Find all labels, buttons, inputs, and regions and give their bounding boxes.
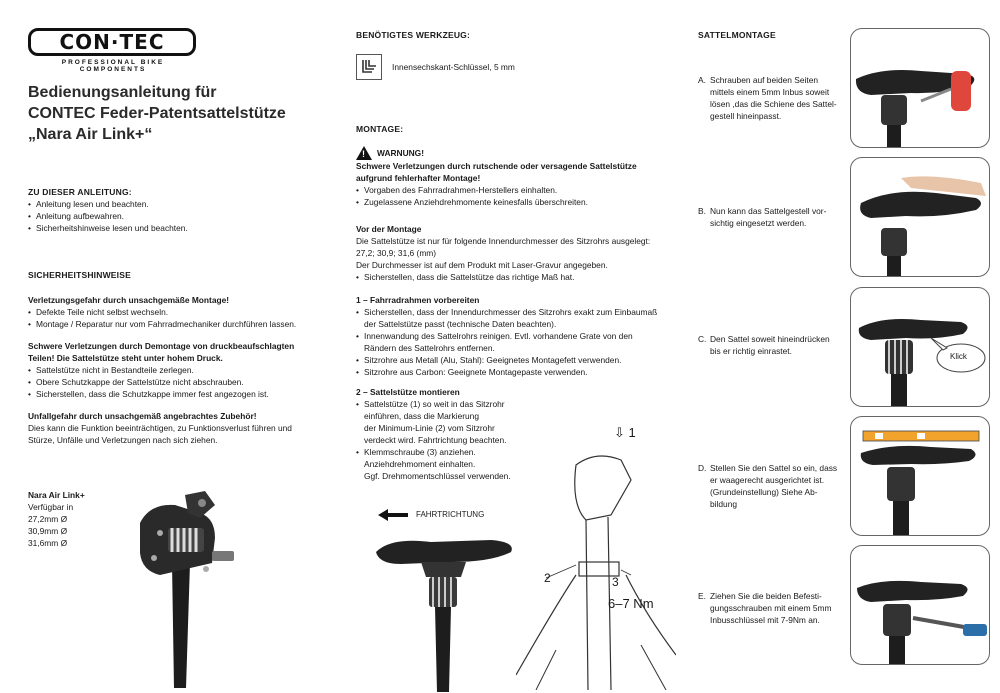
step-text: Ziehen Sie die beiden Befesti- (710, 591, 822, 601)
step-d-image (850, 416, 990, 536)
safety-block3-line-2: Stürze, Unfälle und Verletzungen nach sich ziehen. (28, 435, 218, 445)
product-name: Nara Air Link+ (28, 490, 85, 500)
safety-item: • Obere Schutzkappe der Sattelstütze nicht abschrauben. (28, 376, 323, 388)
step-text: (Grundeinstellung) Siehe Ab- (710, 487, 818, 497)
title-line-3: „Nara Air Link+“ (28, 126, 153, 143)
step1-title: 1 – Fahrradrahmen vorbereiten (356, 295, 480, 305)
pre-title: Vor der Montage (356, 224, 422, 234)
product-availability: Verfügbar in (28, 502, 74, 512)
montage-heading: MONTAGE: (356, 124, 404, 134)
step-text: bildung (710, 499, 738, 509)
arrow-left-icon (378, 509, 408, 521)
step2-item: • Sattelstütze (1) so weit in das Sitzrohr einführen, dass die Markierung der Minimum-Linie (2) vom Sitzrohr verdeckt wird. Fahrtrichtung beachten. (356, 398, 556, 446)
safety-block-1 (28, 294, 323, 330)
right-column (698, 0, 1000, 693)
safety-block2-title-2: Teilen! Die Sattelstütze steht unter hohem Druck. (28, 353, 223, 363)
step-1 (356, 294, 676, 378)
step-text: gestell hineinpasst. (710, 111, 782, 121)
seatpost-illustration (120, 483, 250, 688)
step-a-image (850, 28, 990, 148)
saddle-heading: SATTELMONTAGE (698, 30, 776, 40)
warning-icon: ! (356, 146, 372, 160)
step-letter: C. (698, 334, 707, 344)
saddle-step-a (698, 74, 848, 122)
step1-item: • Innenwandung des Sattelrohrs reinigen. Evtl. vorhandene Grate von den Rändern des Sattelrohrs entfernen. (356, 330, 676, 354)
title-line-1: Bedienungsanleitung für (28, 84, 217, 101)
product-size: 30,9mm Ø (28, 526, 68, 536)
torque-label: 6–7 Nm (608, 596, 654, 611)
middle-column (356, 0, 676, 693)
warning-item: • Vorgaben des Fahrradrahmen-Herstellers einhalten. (356, 184, 676, 196)
tool-item (356, 54, 515, 80)
step-text: gungsschrauben mit einem 5mm (710, 603, 832, 613)
step-text: Stellen Sie den Sattel so ein, dass (710, 463, 838, 473)
tool-label: Innensechskant-Schlüssel, 5 mm (392, 62, 515, 72)
tools-heading: BENÖTIGTES WERKZEUG: (356, 30, 471, 40)
safety-heading: SICHERHEITSHINWEISE (28, 270, 131, 280)
safety-block3-line-1: Dies kann die Funktion beeinträchtigen, zu Funktionsverlust führen und (28, 423, 292, 433)
warning-item: • Zugelassene Anziehdrehmomente keinesfalls überschreiten. (356, 196, 676, 208)
safety-block-2 (28, 340, 323, 400)
step-text: bis er richtig einrastet. (710, 346, 792, 356)
step-e-image (850, 545, 990, 665)
step1-item: • Sicherstellen, dass der Innendurchmesser des Sitzrohrs exakt zum Einbaumaß der Sattelstütze passt (technische Daten beachten). (356, 306, 676, 330)
saddle-step-b (698, 205, 848, 229)
safety-item: • Montage / Reparatur nur vom Fahrradmechaniker durchführen lassen. (28, 318, 323, 330)
step-letter: A. (698, 75, 706, 85)
intro-item: • Sicherheitshinweise lesen und beachten. (28, 222, 318, 234)
safety-block2-title-1: Schwere Verletzungen durch Demontage von druckbeaufschlagten (28, 341, 295, 351)
intro-item: • Anleitung lesen und beachten. (28, 198, 318, 210)
direction-indicator (378, 509, 484, 521)
step-letter: B. (698, 206, 706, 216)
pre-montage (356, 223, 676, 283)
product-info (28, 489, 118, 549)
contec-logo (28, 28, 198, 73)
pre-item: • Sicherstellen, dass die Sattelstütze das richtige Maß hat. (356, 271, 676, 283)
saddle-step-d (698, 462, 848, 510)
step-letter: E. (698, 591, 706, 601)
direction-label: FAHRTRICHTUNG (416, 510, 485, 519)
saddle-post-illustration (371, 532, 521, 692)
intro-section (28, 187, 318, 234)
callout-3: 3 (612, 575, 619, 589)
left-column (28, 0, 318, 693)
logo-text: CON·TEC (59, 30, 165, 54)
step-text: sichtig eingesetzt werden. (710, 218, 807, 228)
step-text: Inbusschlüssel mit 7-9Nm an. (710, 615, 820, 625)
safety-item: • Sattelstütze nicht in Bestandteile zerlegen. (28, 364, 323, 376)
callout-2: 2 (544, 571, 551, 585)
product-size: 27,2mm Ø (28, 514, 68, 524)
klick-label: Klick (950, 352, 967, 361)
pre-line-2: 27,2; 30,9; 31,6 (mm) (356, 248, 437, 258)
saddle-step-c (698, 333, 848, 357)
intro-heading: ZU DIESER ANLEITUNG: (28, 187, 132, 197)
safety-block3-title: Unfallgefahr durch unsachgemäß angebrachtes Zubehör! (28, 411, 257, 421)
step-text: Nun kann das Sattelgestell vor- (710, 206, 827, 216)
step-c-image (850, 287, 990, 407)
step1-item: • Sitzrohre aus Metall (Alu, Stahl): Geeignetes Montagefett verwenden. (356, 354, 676, 366)
intro-item: • Anleitung aufbewahren. (28, 210, 318, 222)
safety-block-3 (28, 410, 323, 446)
step-text: Schrauben auf beiden Seiten (710, 75, 819, 85)
step2-title: 2 – Sattelstütze montieren (356, 387, 460, 397)
warning-block (356, 146, 676, 208)
step-letter: D. (698, 463, 707, 473)
logo-subtitle: PROFESSIONAL BIKE COMPONENTS (61, 59, 165, 73)
safety-item: • Sicherstellen, dass die Schutzkappe immer fest angezogen ist. (28, 388, 323, 400)
step1-item: • Sitzrohre aus Carbon: Geeignete Montagepaste verwenden. (356, 366, 676, 378)
title-line-2: CONTEC Feder-Patentsattelstütze (28, 105, 286, 122)
warning-line-1: Schwere Verletzungen durch rutschende oder versagende Sattelstütze (356, 161, 637, 171)
product-size: 31,6mm Ø (28, 538, 68, 548)
step-text: lösen ,das die Schiene des Sattel- (710, 99, 837, 109)
warning-label: WARNUNG! (377, 148, 424, 158)
step-text: mittels einem 5mm Inbus soweit (710, 87, 830, 97)
safety-block1-title: Verletzungsgefahr durch unsachgemäße Montage! (28, 295, 230, 305)
step-b-image (850, 157, 990, 277)
pre-line-3: Der Durchmesser ist auf dem Produkt mit Laser-Gravur angegeben. (356, 260, 608, 270)
step-text: er waagerecht ausgerichtet ist. (710, 475, 825, 485)
warning-line-2: aufgrund fehlerhafter Montage! (356, 173, 481, 183)
step-text: Den Sattel soweit hineindrücken (710, 334, 830, 344)
page-title (28, 82, 318, 145)
seatpost-diagram (516, 425, 676, 690)
step2-item: • Klemmschraube (3) anziehen. Anziehdrehmoment einhalten. Ggf. Drehmomentschlüssel verwenden. (356, 446, 556, 482)
safety-item: • Defekte Teile nicht selbst wechseln. (28, 306, 323, 318)
callout-1: ⇩ 1 (614, 425, 636, 440)
pre-line-1: Die Sattelstütze ist nur für folgende Innendurchmesser des Sitzrohrs ausgelegt: (356, 236, 651, 246)
hex-key-icon (356, 54, 382, 80)
saddle-step-e (698, 590, 848, 626)
